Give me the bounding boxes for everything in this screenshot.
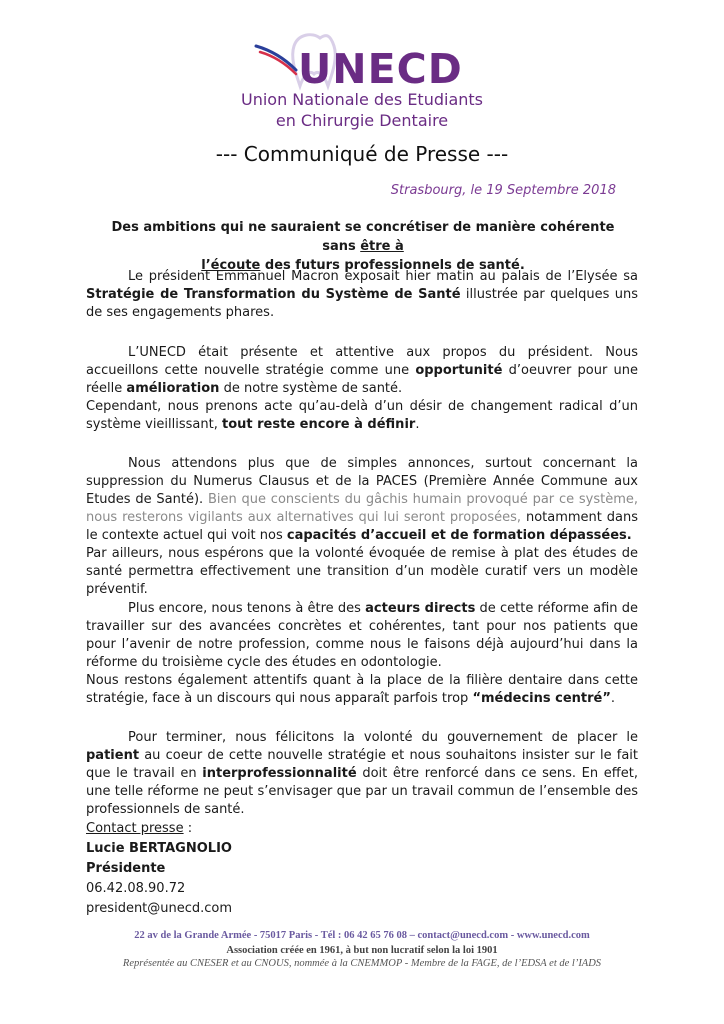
- p4-bold-acteurs: acteurs directs: [365, 601, 476, 616]
- headline-text-1: Des ambitions qui ne sauraient se concrétiser de manière cohérente sans: [111, 220, 615, 254]
- p2-bold-amelioration: amélioration: [126, 381, 220, 396]
- p1-bold: Stratégie de Transformation du Système de Santé: [86, 287, 461, 302]
- p2-text-5: .: [415, 417, 420, 432]
- p2-bold-definir: tout reste encore à définir: [222, 417, 416, 432]
- p3-text-3: Par ailleurs, nous espérons que la volonté évoquée de remise à plat des études de santé permettra effectivement une transition d’un modèle curatif vers un modèle préventif.: [86, 546, 638, 597]
- logo-subtitle-line1: Union Nationale des Etudiants: [240, 90, 483, 109]
- contact-phone: 06.42.08.90.72: [86, 881, 186, 896]
- contact-block: [86, 819, 232, 919]
- p4-text: Plus encore, nous tenons à être des: [128, 601, 366, 616]
- paragraph-2: [86, 344, 638, 434]
- p3-text: Nous attendons plus que de simples annonces, surtout concernant la suppression du Numerus Clausus et de la PACES (Première Année Commune aux Etudes de Santé).: [86, 456, 638, 507]
- contact-label: Contact presse: [86, 821, 184, 836]
- headline-text-2: des futurs professionnels de santé.: [260, 258, 525, 273]
- paragraph-5: [86, 729, 638, 819]
- p5-bold-interpro: interprofessionnalité: [202, 766, 357, 781]
- p1-text-end: illustrée par quelques uns de ses engagements phares.: [86, 287, 638, 320]
- p1-text: Le président Emmanuel Macron exposait hier matin au palais de l’Elysée sa: [128, 269, 638, 284]
- headline-underlined-2: l’écoute: [201, 258, 261, 273]
- contact-email[interactable]: president@unecd.com: [86, 901, 233, 916]
- contact-colon: :: [183, 821, 193, 836]
- p4-text-3: Nous restons également attentifs quant à la place de la filière dentaire dans cette stratégie, face à un discours qui nous apparaît parfois trop: [86, 673, 638, 706]
- footer-representation: Représentée au CNESER et au CNOUS, nommée à la CNEMMOP - Membre de la FAGE, de l’EDSA et de l’IADS: [122, 958, 602, 969]
- paragraph-4: [86, 600, 638, 708]
- p5-bold-patient: patient: [86, 748, 140, 763]
- p3-bold: capacités d’accueil et de formation dépassées.: [286, 528, 632, 543]
- p2-text-4: Cependant, nous prenons acte qu’au-delà d’un désir de changement radical d’un système vieillissant,: [86, 399, 638, 432]
- logo-subtitle-line2: en Chirurgie Dentaire: [275, 111, 449, 130]
- p2-text: L’UNECD était présente et attentive aux propos du président. Nous accueillons cette nouvelle stratégie comme une: [86, 345, 638, 378]
- p5-text-3: doit être renforcé dans ce sens. En effet, une telle réforme ne peut s’envisager que par un travail commun de l’ensemble des professionnels de santé.: [86, 766, 638, 817]
- p2-text-3: de notre système de santé.: [219, 381, 403, 396]
- p5-text: Pour terminer, nous félicitons la volonté du gouvernement de placer le: [128, 730, 638, 745]
- p4-text-4: .: [610, 691, 616, 706]
- p2-text-2: d’oeuvrer pour une réelle: [86, 363, 638, 396]
- headline: [108, 218, 618, 275]
- p3-text-2: notamment dans le contexte actuel qui voit nos: [86, 510, 638, 543]
- paragraph-3: [86, 455, 638, 599]
- place-date: Strasbourg, le 19 Septembre 2018: [390, 183, 616, 198]
- paragraph-1: [86, 268, 638, 322]
- document-title: --- Communiqué de Presse ---: [215, 142, 509, 166]
- headline-underlined-1: être à: [360, 239, 404, 254]
- p2-bold-opportunite: opportunité: [415, 363, 503, 378]
- footer-association: Association créée en 1961, à but non lucratif selon la loi 1901: [226, 945, 498, 956]
- p4-bold-medecins: “médecins centré”: [472, 691, 611, 706]
- contact-role: Présidente: [86, 861, 166, 876]
- logo-wordmark: UNECD: [298, 45, 463, 93]
- p3-gray-text: Bien que conscients du gâchis humain provoqué par ce système, nous resterons vigilants aux alternatives qui lui seront proposées,: [86, 492, 639, 525]
- footer-address: 22 av de la Grande Armée - 75017 Paris - Tél : 06 42 65 76 08 – contact@unecd.com - www.unecd.com: [134, 930, 590, 941]
- p5-text-2: au coeur de cette nouvelle stratégie et nous souhaitons insister sur le fait que le travail en: [86, 748, 638, 781]
- p4-text-2: de cette réforme afin de travailler sur des avancées concrètes et cohérentes, tant pour nos patients que pour l’avenir de notre profession, comme nous le faisons déjà aujourd’hui dans la réforme du troisième cycle des études en odontologie.: [86, 601, 638, 670]
- contact-name: Lucie BERTAGNOLIO: [86, 841, 232, 856]
